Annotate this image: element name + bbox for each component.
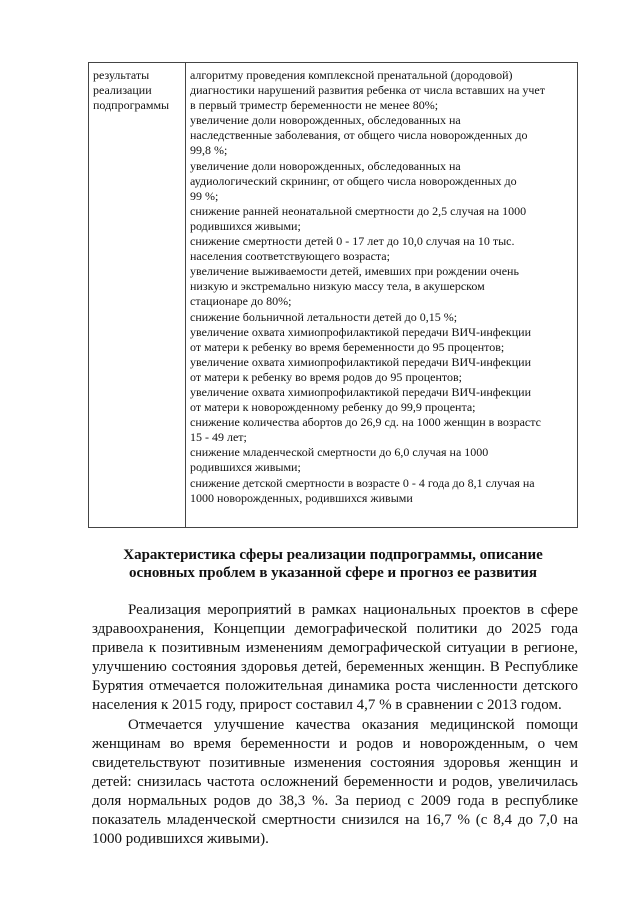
content-line: 15 - 49 лет;	[190, 430, 247, 445]
content-line: аудиологический скрининг, от общего числа новорожденных до	[190, 173, 517, 188]
content-line: снижение больничной летальности детей до 0,15 %;	[190, 309, 458, 324]
content-line: низкую и экстремально низкую массу тела, в акушерском	[190, 279, 485, 294]
content-line: стационаре до 80%;	[190, 294, 292, 309]
content-line: населения соответствующего возраста;	[190, 249, 390, 264]
content-line: диагностики нарушений развития ребенка от числа вставших на учет	[190, 83, 546, 98]
content-line: от матери к новорожденному ребенку до 99,9 процента;	[190, 400, 476, 415]
heading-line: основных проблем в указанной сфере и прогноз ее развития	[129, 565, 537, 581]
label-line: реализации	[93, 83, 152, 97]
content-line: родившихся живыми;	[190, 218, 301, 233]
content-line: 99,8 %;	[190, 143, 228, 158]
paragraph-2: Отмечается улучшение качества оказания медицинской помощи женщинам во время беременности и родов и новорожденным, о чем свидетельствуют позитивные изменения состояния здоровья женщин и детей: снизилась частота осложнений беременности и родов, увеличилась доля нормальных родов до 38,3 %. За период с 2009 года в республике показатель младенческой смертности снизился на 16,7 % (с 8,4 до 7,0 на 1000 родившихся живыми).	[92, 717, 578, 847]
content-line: увеличение выживаемости детей, имевших при рождении очень	[190, 264, 519, 279]
content-line: от матери к ребенку во время беременности до 95 процентов;	[190, 339, 505, 354]
content-line: 1000 новорожденных, родившихся живыми	[190, 490, 413, 505]
content-line: увеличение охвата химиопрофилактикой передачи ВИЧ-инфекции	[190, 384, 531, 399]
content-line: увеличение охвата химиопрофилактикой передачи ВИЧ-инфекции	[190, 324, 531, 339]
section-heading	[88, 546, 578, 582]
heading-line: Характеристика сферы реализации подпрограммы, описание	[123, 547, 543, 563]
paragraph-1: Реализация мероприятий в рамках национальных проектов в сфере здравоохранения, Концепции демографической политики до 2025 года привела к позитивным изменениям демографической ситуации в регионе, улучшению состояния здоровья детей, беременных женщин. В Республике Бурятия отмечается положительная динамика роста численности детского населения к 2015 году, прирост составил 4,7 % в сравнении с 2013 годом.	[92, 602, 578, 713]
column-divider	[185, 63, 186, 527]
content-line: увеличение охвата химиопрофилактикой передачи ВИЧ-инфекции	[190, 354, 531, 369]
content-line: 99 %;	[190, 188, 219, 203]
label-line: подпрограммы	[93, 98, 170, 112]
content-line: родившихся живыми;	[190, 460, 301, 475]
table-label-cell	[93, 68, 181, 113]
content-line: снижение смертности детей 0 - 17 лет до 10,0 случая на 10 тыс.	[190, 234, 515, 249]
label-line: результаты	[93, 68, 150, 82]
table-content-cell	[190, 68, 576, 506]
content-line: снижение младенческой смертности до 6,0 случая на 1000	[190, 445, 489, 460]
content-line: снижение количества абортов до 26,9 сд. на 1000 женщин в возрастс	[190, 415, 541, 430]
content-line: алгоритму проведения комплексной пренатальной (дородовой)	[190, 68, 513, 82]
results-table	[88, 62, 578, 528]
content-line: увеличение доли новорожденных, обследованных на	[190, 113, 461, 128]
content-line: в первый триместр беременности не менее 80%;	[190, 98, 439, 113]
content-line: увеличение доли новорожденных, обследованных на	[190, 158, 461, 173]
content-line: наследственные заболевания, от общего числа новорожденных до	[190, 128, 528, 143]
content-line: снижение ранней неонатальной смертности до 2,5 случая на 1000	[190, 203, 527, 218]
content-line: снижение детской смертности в возрасте 0 - 4 года до 8,1 случая на	[190, 475, 535, 490]
content-line: от матери к ребенку во время родов до 95 процентов;	[190, 369, 463, 384]
